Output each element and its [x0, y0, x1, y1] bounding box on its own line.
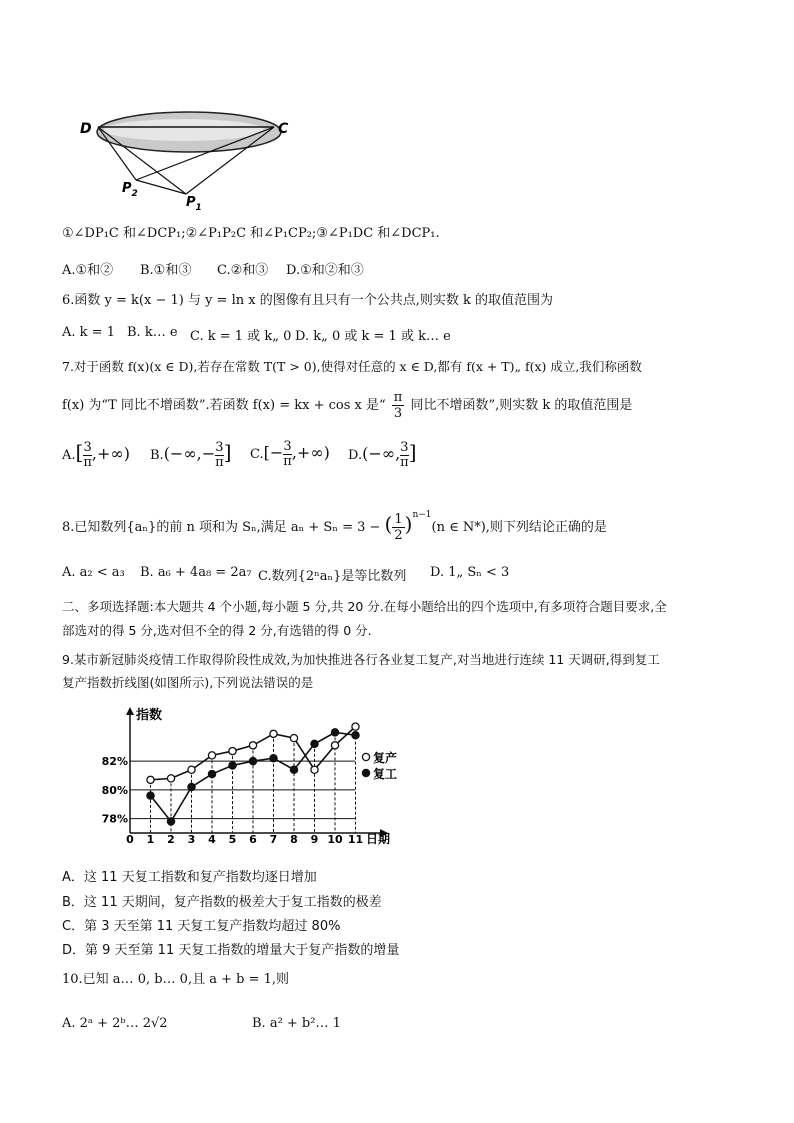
- q5-statements: ①∠DP₁C 和∠DCP₁;②∠P₁P₂C 和∠P₁CP₂;③∠P₁DC 和∠DCP₁.: [62, 226, 440, 241]
- legend-label: 复工: [373, 767, 398, 781]
- y-tick-label: 78%: [101, 812, 128, 826]
- data-point-fuchan: [188, 766, 195, 773]
- q9-option-b[interactable]: B．这 11 天期间，复产指数的极差大于复工指数的极差: [62, 895, 382, 910]
- q6-option-d[interactable]: D. k„ 0 或 k = 1 或 k… e: [295, 329, 451, 344]
- x-tick-label: 7: [269, 833, 278, 846]
- q7-stem-line2: f(x) 为“T 同比不增函数”.若函数 f(x) = kx + cos x 是“ $\frac{\pi}{3}$ 同比不增函数”,则实数 k 的取值范围是: [62, 390, 633, 421]
- x-tick-label: 2: [167, 833, 175, 846]
- label-C: C: [278, 121, 289, 137]
- label-P2: $P_2$: [122, 181, 138, 199]
- data-point-fugong: [229, 762, 236, 769]
- data-point-fugong: [270, 755, 277, 762]
- q5-option-d[interactable]: D.①和②和③: [286, 263, 364, 278]
- q6-option-b[interactable]: B. k… e: [127, 325, 178, 340]
- q10-option-b[interactable]: B. a² + b²… 1: [252, 1016, 341, 1031]
- x-tick-label: 4: [208, 833, 216, 846]
- label-P1: $P_1$: [186, 195, 202, 213]
- q8-fraction: $\frac{1}{2}$: [394, 512, 403, 543]
- q6-stem: 6.函数 y = k(x − 1) 与 y = ln x 的图像有且只有一个公共点,则实数 k 的取值范围为: [62, 293, 553, 308]
- q5-option-b[interactable]: B.①和③: [140, 263, 192, 278]
- q7-option-a[interactable]: A.[ $\frac{3}{\pi}$ ,+∞): [62, 440, 130, 470]
- q8-option-a[interactable]: A. a₂ < a₃: [62, 565, 125, 580]
- data-point-fuchan: [331, 742, 338, 749]
- x-axis-label: 日期: [366, 832, 391, 846]
- q7-option-d[interactable]: D.(−∞, $\frac{3}{\pi}$ ]: [348, 440, 417, 470]
- segment-P1P2: [136, 180, 186, 194]
- data-point-fuchan: [167, 775, 174, 782]
- x-tick-label: 5: [228, 833, 237, 846]
- q7-fraction: $\frac{\pi}{3}$: [393, 390, 403, 421]
- label-D: D: [80, 121, 92, 137]
- y-axis-arrow: [126, 707, 134, 715]
- data-point-fuchan: [352, 723, 359, 730]
- q7-stem-line1: 7.对于函数 f(x)(x ∈ D),若存在常数 T(T > 0),使得对任意的 x ∈ D,都有 f(x + T)„ f(x) 成立,我们称函数: [62, 359, 642, 374]
- section2-line2: 部选对的得 5 分,选对但不全的得 2 分,有选错的得 0 分.: [62, 623, 372, 638]
- x-tick-label: 8: [290, 833, 298, 846]
- legend-marker: [362, 769, 369, 776]
- section2-line1: 二、多项选择题:本大题共 4 个小题,每小题 5 分,共 20 分.在每小题给出的四个选项中,有多项符合题目要求,全: [62, 599, 667, 614]
- x-tick-label: 9: [310, 833, 319, 846]
- legend-marker: [362, 753, 369, 760]
- data-point-fugong: [208, 770, 215, 777]
- data-point-fuchan: [311, 766, 318, 773]
- data-point-fugong: [249, 758, 256, 765]
- y-axis-label: 指数: [136, 708, 163, 723]
- y-tick-label: 80%: [101, 783, 128, 797]
- q8-option-b[interactable]: B. a₆ + 4a₈ = 2a₇: [140, 565, 252, 580]
- q10-option-a[interactable]: A. 2ᵃ + 2ᵇ… 2√2: [62, 1016, 168, 1031]
- x-tick-label: 10: [327, 833, 343, 846]
- q9-option-a[interactable]: A．这 11 天复工指数和复产指数均逐日增加: [62, 870, 317, 885]
- q8-option-c[interactable]: C.数列{2ⁿaₙ}是等比数列: [258, 569, 407, 584]
- data-point-fugong: [311, 740, 318, 747]
- x-tick-label: 11: [347, 833, 364, 846]
- q9-stem-line2: 复产指数折线图(如图所示),下列说法错误的是: [62, 675, 314, 690]
- data-point-fugong: [352, 732, 359, 739]
- x-tick-label: 3: [187, 833, 196, 846]
- q6-option-c[interactable]: C. k = 1 或 k„ 0: [190, 329, 292, 344]
- cylinder-ellipse-inner: [104, 119, 264, 141]
- data-point-fuchan: [208, 752, 215, 759]
- data-point-fuchan: [229, 747, 236, 754]
- q9-option-d[interactable]: D．第 9 天至第 11 天复工指数的增量大于复产指数的增量: [62, 943, 400, 958]
- x-tick-label: 6: [249, 833, 257, 846]
- x-tick-label: 0: [126, 833, 134, 846]
- data-point-fugong: [167, 818, 174, 825]
- q8-option-d[interactable]: D. 1„ Sₙ < 3: [430, 565, 510, 580]
- q10-stem: 10.已知 a… 0, b… 0,且 a + b = 1,则: [62, 972, 290, 987]
- data-point-fugong: [331, 729, 338, 736]
- data-point-fuchan: [290, 735, 297, 742]
- q8-stem: 8.已知数列{aₙ}的前 n 项和为 Sₙ,满足 aₙ + Sₙ = 3 − ( $\frac{1}{2}$ )$^{n-1}$(n ∈ N*),则下列结论正确的是: [62, 510, 607, 543]
- q7-option-c[interactable]: C.[− $\frac{3}{\pi}$ ,+∞): [250, 439, 330, 469]
- index-line-chart: [101, 705, 420, 846]
- q5-option-a[interactable]: A.①和②: [62, 263, 114, 278]
- data-point-fugong: [188, 783, 195, 790]
- q6-option-a[interactable]: A. k = 1: [62, 325, 115, 340]
- y-tick-label: 82%: [101, 755, 128, 769]
- q7-option-b[interactable]: B.(−∞,− $\frac{3}{\pi}$ ]: [150, 440, 232, 470]
- data-point-fugong: [147, 792, 154, 799]
- data-point-fuchan: [270, 730, 277, 737]
- data-point-fuchan: [147, 776, 154, 783]
- q9-option-c[interactable]: C．第 3 天至第 11 天复工复产指数均超过 80%: [62, 919, 341, 934]
- x-tick-label: 1: [146, 833, 155, 846]
- q5-option-c[interactable]: C.②和③: [217, 263, 269, 278]
- data-point-fuchan: [249, 742, 256, 749]
- q9-stem-line1: 9.某市新冠肺炎疫情工作取得阶段性成效,为加快推进各行各业复工复产,对当地进行连续 11 天调研,得到复工: [62, 652, 660, 667]
- data-point-fugong: [290, 766, 297, 773]
- legend-label: 复产: [373, 751, 398, 765]
- geometry-figure: [74, 108, 304, 213]
